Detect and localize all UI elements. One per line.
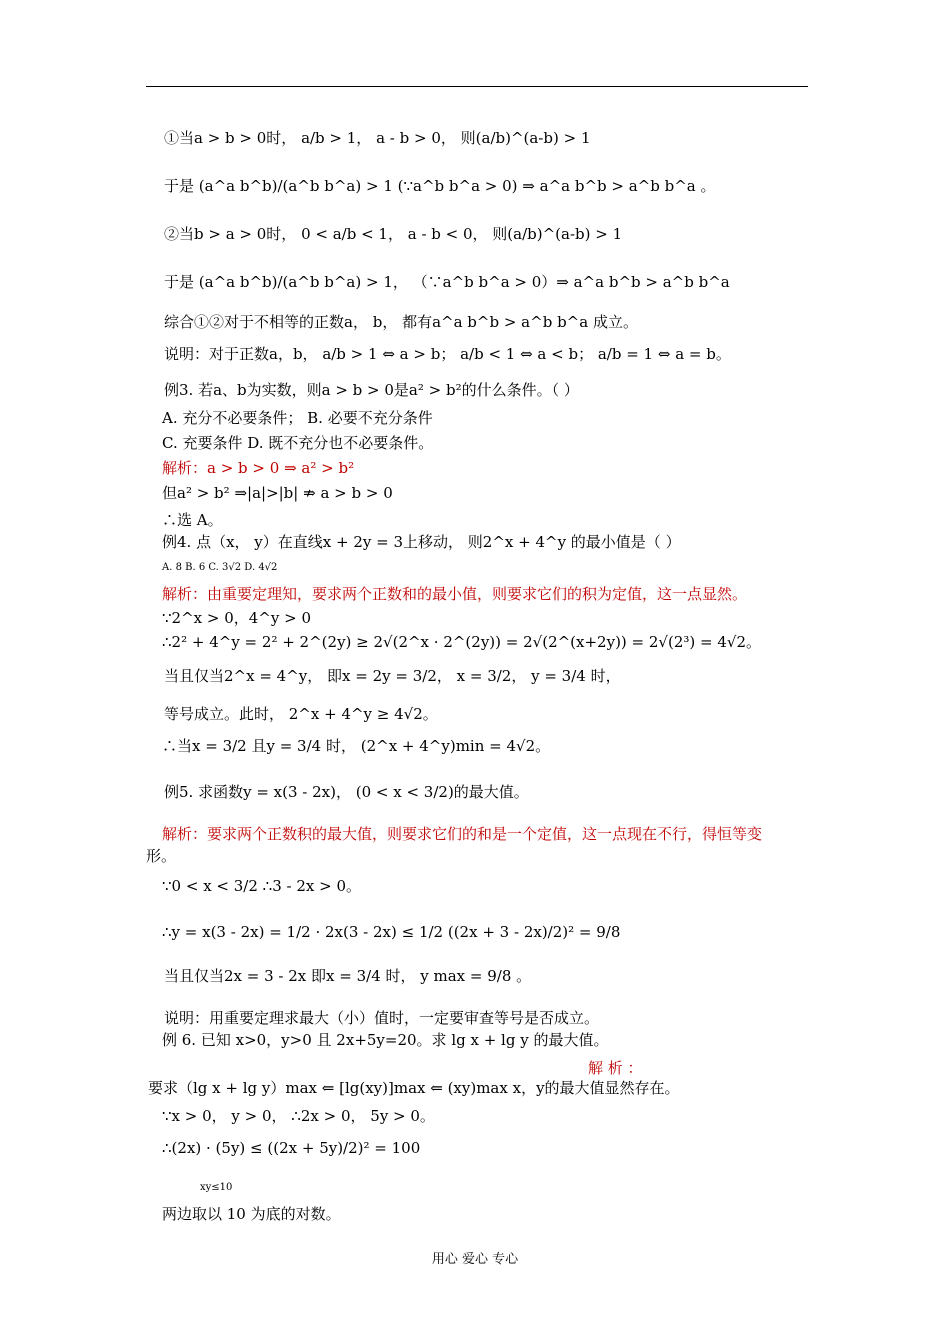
text-line-l15: 解析：由重要定理知，要求两个正数和的最小值，则要求它们的积为定值，这一点显然。 — [162, 585, 748, 603]
text-line-l31: ∵x > 0， y > 0， ∴2x > 0， 5y > 0。 — [162, 1107, 435, 1125]
text-line-l17: ∴2² + 4^y = 2² + 2^(2y) ≥ 2√(2^x · 2^(2y)) = 2√(2^(x+2y)) = 2√(2³) = 4√2。 — [162, 633, 761, 651]
text-line-l13: 例4. 点（x， y）在直线x + 2y = 3上移动， 则2^x + 4^y 的最小值是（ ） — [162, 533, 681, 551]
text-line-l05: 综合①②对于不相等的正数a， b， 都有a^a b^b > a^b b^a 成立。 — [164, 313, 638, 331]
text-line-l19: 等号成立。此时， 2^x + 4^y ≥ 4√2。 — [164, 705, 438, 723]
text-line-l20: ∴当x = 3/2 且y = 3/4 时， (2^x + 4^y)min = 4√2。 — [162, 737, 551, 755]
text-line-l21: 例5. 求函数y = x(3 - 2x)， (0 < x < 3/2)的最大值。 — [164, 783, 529, 801]
page-footer: 用心 爱心 专心 — [431, 1252, 519, 1267]
text-line-l22: 解析：要求两个正数积的最大值，则要求它们的和是一个定值，这一点现在不行，得恒等变 — [162, 825, 763, 843]
text-line-l16: ∵2^x > 0，4^y > 0 — [162, 609, 311, 627]
text-line-l02: 于是 (a^a b^b)/(a^b b^a) > 1 (∵a^b b^a > 0) ⇒ a^a b^b > a^b b^a 。 — [164, 177, 716, 195]
text-line-l32: ∴(2x) · (5y) ≤ ((2x + 5y)/2)² = 100 — [162, 1139, 421, 1157]
text-line-l29: 解 析 ： — [588, 1059, 643, 1077]
text-line-l04: 于是 (a^a b^b)/(a^b b^a) > 1， （∵a^b b^a > 0）⇒ a^a b^b > a^b b^a — [164, 273, 730, 291]
text-line-l06: 说明：对于正数a，b， a/b > 1 ⇔ a > b； a/b < 1 ⇔ a < b； a/b = 1 ⇔ a = b。 — [164, 345, 731, 363]
text-line-l30: 要求（lg x + lg y）max ⇐ [lg(xy)]max ⇐ (xy)max x，y的最大值显然存在。 — [148, 1079, 680, 1097]
text-line-l28: 例 6. 已知 x>0，y>0 且 2x+5y=20。求 lg x + lg y 的最大值。 — [162, 1031, 609, 1049]
text-line-l33: xy≤10 — [200, 1182, 233, 1193]
text-line-l27: 说明：用重要定理求最大（小）值时，一定要审查等号是否成立。 — [164, 1009, 600, 1027]
text-line-l34: 两边取以 10 为底的对数。 — [162, 1205, 341, 1223]
text-line-l08: A. 充分不必要条件； B. 必要不充分条件 — [162, 409, 433, 427]
text-line-l11: 但a² > b² ⇒|a|>|b| ⇏ a > b > 0 — [162, 484, 393, 502]
text-line-l26: 当且仅当2x = 3 - 2x 即x = 3/4 时， y max = 9/8 。 — [164, 967, 532, 985]
text-line-l14: A. 8 B. 6 C. 3√2 D. 4√2 — [162, 562, 278, 573]
text-line-l09: C. 充要条件 D. 既不充分也不必要条件。 — [162, 434, 434, 452]
text-line-l01: ①当a > b > 0时， a/b > 1， a - b > 0， 则(a/b)^(a-b) > 1 — [164, 129, 591, 147]
header-rule — [146, 86, 808, 87]
text-line-l24: ∵0 < x < 3/2 ∴3 - 2x > 0。 — [162, 877, 362, 895]
text-line-l18: 当且仅当2^x = 4^y， 即x = 2y = 3/2， x = 3/2， y = 3/4 时， — [164, 667, 621, 685]
text-line-l25: ∴y = x(3 - 2x) = 1/2 · 2x(3 - 2x) ≤ 1/2 ((2x + 3 - 2x)/2)² = 9/8 — [162, 923, 621, 941]
text-line-l03: ②当b > a > 0时， 0 < a/b < 1， a - b < 0， 则(a/b)^(a-b) > 1 — [164, 225, 623, 243]
text-line-l10: 解析：a > b > 0 ⇒ a² > b² — [162, 459, 355, 477]
text-line-l07: 例3. 若a、b为实数，则a > b > 0是a² > b²的什么条件。（ ） — [164, 381, 579, 399]
text-line-l23: 形。 — [146, 847, 177, 865]
text-line-l12: ∴选 A。 — [162, 511, 223, 529]
